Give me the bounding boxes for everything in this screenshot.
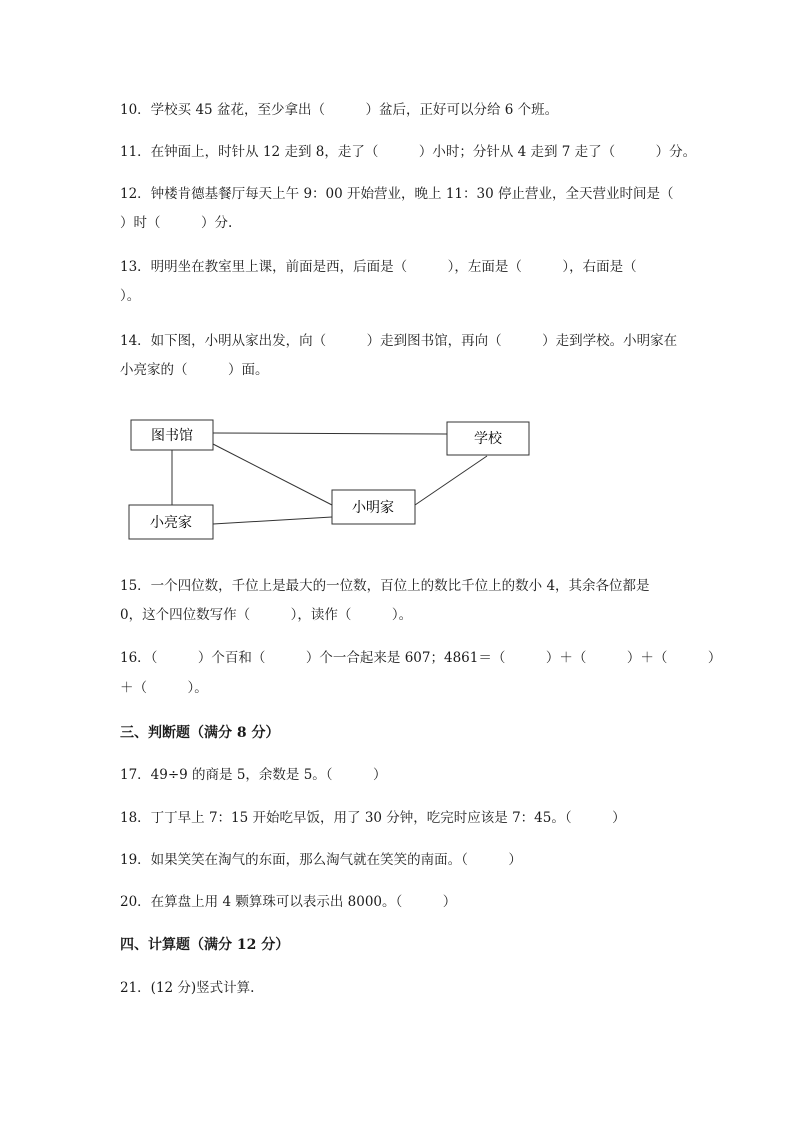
question-13-line1: 13．明明坐在教室里上课，前面是西，后面是（ ），左面是（ ），右面是（ [120,259,637,275]
question-16-line2: ＋（ ）。 [120,680,208,696]
map-diagram [0,0,800,560]
question-15-line2: 0，这个四位数写作（ ），读作（ ）。 [120,607,413,623]
question-12-line2: ）时（ ）分. [120,215,233,231]
xiaoming-home-label: 小明家 [352,500,394,516]
line-library-xiaoming [213,444,332,505]
question-20: 20．在算盘上用 4 颗算珠可以表示出 8000。（ ） [120,894,457,910]
question-14-line1: 14．如下图，小明从家出发，向（ ）走到图书馆，再向（ ）走到学校。小明家在 [120,333,678,349]
question-17: 17．49÷9 的商是 5，余数是 5。（ ） [120,767,387,783]
section-calc-heading: 四、计算题（满分 12 分） [120,937,290,953]
question-15-line1: 15．一个四位数，千位上是最大的一位数，百位上的数比千位上的数小 4，其余各位都是 [120,578,650,594]
line-xiaoming-school [415,456,487,505]
question-11: 11．在钟面上，时针从 12 走到 8，走了（ ）小时；分针从 4 走到 7 走了（ ）分。 [120,144,697,160]
question-19: 19．如果笑笑在淘气的东面，那么淘气就在笑笑的南面。（ ） [120,852,522,868]
question-10: 10．学校买 45 盆花，至少拿出（ ）盆后，正好可以分给 6 个班。 [120,102,559,118]
question-12-line1: 12．钟楼肯德基餐厅每天上午 9：00 开始营业，晚上 11：30 停止营业，全天营业时间是（ [120,186,674,202]
school-label: 学校 [474,431,502,447]
question-14-line2: 小亮家的（ ）面。 [120,362,269,378]
line-xiaoliang-xiaoming [213,517,332,524]
question-16-line1: 16．（ ）个百和（ ）个一合起来是 607；4861＝（ ）＋（ ）＋（ ） [120,650,722,666]
library-label: 图书馆 [151,428,193,444]
question-18: 18．丁丁早上 7：15 开始吃早饭，用了 30 分钟，吃完时应该是 7：45。（ ） [120,810,626,826]
section-judge-heading: 三、判断题（满分 8 分） [120,725,280,741]
xiaoliang-home-label: 小亮家 [150,515,192,531]
question-13-line2: ）。 [120,288,141,304]
line-library-school [213,433,447,434]
question-21: 21．(12 分)竖式计算. [120,980,255,996]
